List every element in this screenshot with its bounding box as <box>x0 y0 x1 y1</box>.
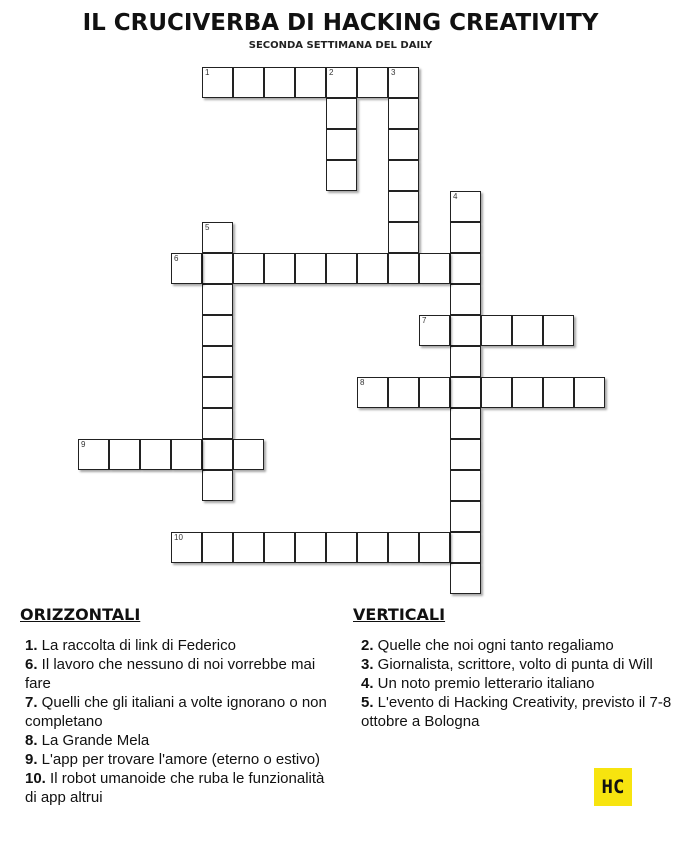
crossword-cell[interactable] <box>450 563 481 594</box>
clue-number: 8 <box>360 378 365 387</box>
clue-number: 9 <box>81 440 86 449</box>
crossword-cell[interactable] <box>202 532 233 563</box>
across-clue <box>25 636 340 655</box>
down-clue <box>361 693 679 731</box>
crossword-cell[interactable] <box>388 377 419 408</box>
crossword-cell[interactable] <box>357 253 388 284</box>
across-clue <box>25 769 340 807</box>
clue-num: 2. <box>361 637 374 654</box>
crossword-cell[interactable] <box>388 98 419 129</box>
clue-text: La Grande Mela <box>37 732 150 749</box>
crossword-cell[interactable] <box>450 253 481 284</box>
clue-number: 3 <box>391 68 396 77</box>
clue-text: Quelle che noi ogni tanto regaliamo <box>373 637 614 654</box>
down-clue <box>361 636 679 655</box>
crossword-subtitle: SECONDA SETTIMANA DEL DAILY <box>248 40 433 51</box>
crossword-cell[interactable] <box>388 532 419 563</box>
crossword-cell[interactable] <box>481 315 512 346</box>
crossword-cell[interactable] <box>202 253 233 284</box>
crossword-cell[interactable] <box>574 377 605 408</box>
crossword-cell[interactable] <box>202 67 233 98</box>
crossword-cell[interactable] <box>326 67 357 98</box>
clue-number: 7 <box>422 316 427 325</box>
crossword-cell[interactable] <box>264 532 295 563</box>
crossword-cell[interactable] <box>419 377 450 408</box>
crossword-cell[interactable] <box>419 253 450 284</box>
clue-text: Il robot umanoide che ruba le funzionalità di app altrui <box>25 770 325 806</box>
crossword-cell[interactable] <box>388 129 419 160</box>
crossword-cell[interactable] <box>233 67 264 98</box>
crossword-cell[interactable] <box>450 191 481 222</box>
clue-text: La raccolta di link di Federico <box>37 637 236 654</box>
crossword-cell[interactable] <box>202 346 233 377</box>
crossword-cell[interactable] <box>388 160 419 191</box>
crossword-cell[interactable] <box>388 67 419 98</box>
crossword-cell[interactable] <box>450 222 481 253</box>
crossword-cell[interactable] <box>264 67 295 98</box>
crossword-cell[interactable] <box>450 408 481 439</box>
crossword-cell[interactable] <box>388 222 419 253</box>
crossword-cell[interactable] <box>357 377 388 408</box>
crossword-cell[interactable] <box>140 439 171 470</box>
across-clue <box>25 750 340 769</box>
clue-num: 3. <box>361 656 374 673</box>
crossword-cell[interactable] <box>543 315 574 346</box>
crossword-cell[interactable] <box>202 315 233 346</box>
crossword-cell[interactable] <box>171 532 202 563</box>
across-clue-list <box>25 636 340 807</box>
crossword-cell[interactable] <box>326 98 357 129</box>
crossword-cell[interactable] <box>450 377 481 408</box>
crossword-cell[interactable] <box>233 253 264 284</box>
crossword-cell[interactable] <box>388 191 419 222</box>
down-clue <box>361 655 679 674</box>
crossword-cell[interactable] <box>450 470 481 501</box>
crossword-cell[interactable] <box>419 532 450 563</box>
clue-num: 10. <box>25 770 46 787</box>
crossword-cell[interactable] <box>171 253 202 284</box>
crossword-cell[interactable] <box>512 377 543 408</box>
down-clue <box>361 674 679 693</box>
crossword-cell[interactable] <box>295 67 326 98</box>
clue-text: L'app per trovare l'amore (eterno o estivo) <box>37 751 321 768</box>
across-clue <box>25 731 340 750</box>
across-clue <box>25 693 340 731</box>
crossword-cell[interactable] <box>233 532 264 563</box>
crossword-cell[interactable] <box>357 67 388 98</box>
clue-text: Quelli che gli italiani a volte ignorano o non completano <box>25 694 327 730</box>
clue-num: 9. <box>25 751 38 768</box>
crossword-cell[interactable] <box>450 346 481 377</box>
crossword-cell[interactable] <box>512 315 543 346</box>
clue-number: 5 <box>205 223 210 232</box>
across-clue <box>25 655 340 693</box>
crossword-cell[interactable] <box>481 377 512 408</box>
crossword-cell[interactable] <box>450 501 481 532</box>
clue-num: 1. <box>25 637 38 654</box>
clue-text: Giornalista, scrittore, volto di punta di Will <box>373 656 653 673</box>
clue-text: Il lavoro che nessuno di noi vorrebbe mai fare <box>25 656 316 692</box>
crossword-cell[interactable] <box>450 284 481 315</box>
crossword-cell[interactable] <box>326 160 357 191</box>
crossword-cell[interactable] <box>202 470 233 501</box>
clue-num: 7. <box>25 694 38 711</box>
crossword-cell[interactable] <box>450 532 481 563</box>
crossword-cell[interactable] <box>202 222 233 253</box>
clue-number: 4 <box>453 192 458 201</box>
clue-number: 1 <box>205 68 210 77</box>
crossword-cell[interactable] <box>326 129 357 160</box>
crossword-cell[interactable] <box>419 315 450 346</box>
clue-num: 5. <box>361 694 374 711</box>
clue-number: 2 <box>329 68 334 77</box>
clue-num: 6. <box>25 656 38 673</box>
crossword-cell[interactable] <box>326 532 357 563</box>
crossword-title: IL CRUCIVERBA DI HACKING CREATIVITY <box>82 10 599 36</box>
down-clue-list <box>361 636 679 731</box>
crossword-cell[interactable] <box>109 439 140 470</box>
crossword-cell[interactable] <box>326 253 357 284</box>
hc-logo: HC <box>594 768 632 806</box>
crossword-cell[interactable] <box>357 532 388 563</box>
clue-num: 4. <box>361 675 374 692</box>
crossword-cell[interactable] <box>202 377 233 408</box>
across-heading: ORIZZONTALI <box>20 605 141 624</box>
crossword-cell[interactable] <box>202 439 233 470</box>
crossword-cell[interactable] <box>264 253 295 284</box>
crossword-cell[interactable] <box>295 532 326 563</box>
crossword-cell[interactable] <box>202 408 233 439</box>
crossword-cell[interactable] <box>388 253 419 284</box>
crossword-cell[interactable] <box>78 439 109 470</box>
crossword-cell[interactable] <box>171 439 202 470</box>
crossword-cell[interactable] <box>543 377 574 408</box>
crossword-cell[interactable] <box>450 439 481 470</box>
clue-number: 6 <box>174 254 179 263</box>
clue-text: L'evento di Hacking Creativity, previsto il 7-8 ottobre a Bologna <box>361 694 672 730</box>
clue-number: 10 <box>174 533 183 542</box>
down-heading: VERTICALI <box>353 605 446 624</box>
crossword-cell[interactable] <box>450 315 481 346</box>
clue-text: Un noto premio letterario italiano <box>373 675 595 692</box>
crossword-cell[interactable] <box>233 439 264 470</box>
clue-num: 8. <box>25 732 38 749</box>
crossword-cell[interactable] <box>295 253 326 284</box>
crossword-cell[interactable] <box>202 284 233 315</box>
